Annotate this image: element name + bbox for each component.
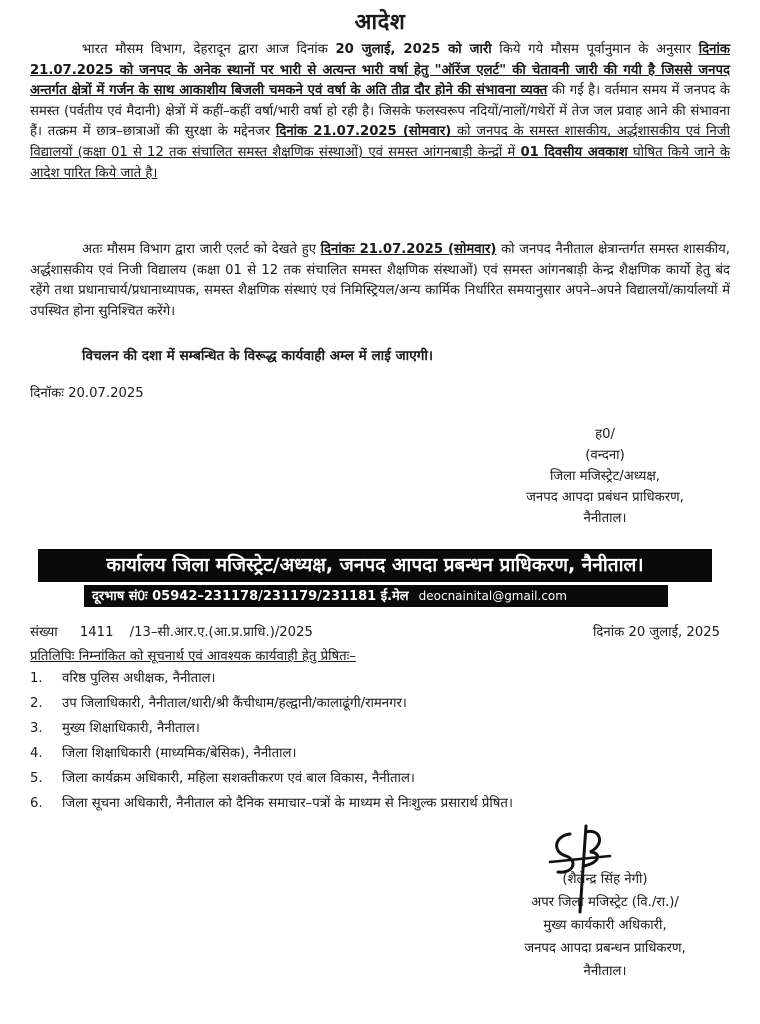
signatory-signed: ह0/ <box>595 427 615 442</box>
list-item <box>30 741 730 766</box>
p1-alert-statement: दिनांक 21.07.2025 को जनपद के अनेक स्थानों पर भारी से अत्यन्त भारी वर्षा हेतु "ऑरेंज एलर्ट" की चेतावनी जारी की गयी है जिससे जनपद अन्तर्गत क्षेत्रों में गर्जन के साथ आकाशीय बिजली चमकने एवं वर्षा के अति तीव्र दौर होने की संभावना व्यक्त <box>30 42 730 99</box>
list-item <box>30 666 730 691</box>
p1-holiday-date: दिनांक 21.07.2025 (सोमवार) <box>275 124 452 140</box>
memo-number: 1411 <box>79 625 114 640</box>
recipient-text: जिला कार्यक्रम अधिकारी, महिला सशक्तीकरण एवं बाल विकास, नैनीताल। <box>62 771 415 786</box>
memo-reference-line <box>30 622 720 640</box>
signatory-authority: जनपद आपदा प्रबंधन प्राधिकरण, <box>526 490 684 505</box>
recipient-number: 5. <box>30 771 43 786</box>
memo-copy-text: निम्नांकित को सूचनार्थ एवं आवश्यक कार्यवाही हेतु प्रेषितः– <box>74 649 356 664</box>
order-warning-text: विचलन की दशा में सम्बन्धित के विरूद्ध कार्यवाही अम्ल में लाई जाएगी। <box>82 348 434 364</box>
p1-text-g: को जनपद के समस्त शासकीय, अर्द्धशासकीय एवं निजी विद्यालयों (कक्षा 01 से 12 तक संचालित समस्त शैक्षणिक संस्थाओं) एवं समस्त आंगनबाड़ी केन्द्रों में <box>30 124 730 160</box>
memo-copy-line <box>30 646 356 664</box>
memo-signatory-authority: जनपद आपदा प्रबन्धन प्राधिकरण, <box>524 941 686 956</box>
recipient-number: 6. <box>30 796 43 811</box>
memo-signatory-role: मुख्य कार्यकारी अधिकारी, <box>543 918 667 933</box>
office-email: deocnainital@gmail.com <box>418 589 567 603</box>
memo-signatory <box>470 868 740 983</box>
office-banner: कार्यालय जिला मजिस्ट्रेट/अध्यक्ष, जनपद आपदा प्रबन्धन प्राधिकरण, नैनीताल। <box>38 549 712 582</box>
signatory-place: नैनीताल। <box>583 511 627 526</box>
list-item <box>30 691 730 716</box>
p1-text-a: भारत मौसम विभाग, देहरादून द्वारा आज दिनांक <box>82 42 336 57</box>
signatory-name: (वन्दना) <box>585 448 625 463</box>
list-item <box>30 766 730 791</box>
p1-text-c: किये गये मौसम पूर्वानुमान के अनुसार <box>491 42 699 57</box>
p1-text-e: की गई है। वर्तमान समय में जनपद के समस्त (पर्वतीय एवं मैदानी) क्षेत्रों में कहीं–कहीं वर्षा/भारी वर्षा हो रही है। जिसके फलस्वरूप नदियों/नालों/गधेरों में तेज जल प्रवाह आने की संभावना हैं। तत्क्रम में छात्र–छात्राओं की सुरक्षा के मद्देनजर <box>30 83 730 140</box>
p1-issue-date: 20 जुलाई, 2025 को जारी <box>335 42 492 57</box>
recipient-number: 2. <box>30 696 43 711</box>
list-item <box>30 791 730 816</box>
recipient-text: उप जिलाधिकारी, नैनीताल/धारी/श्री कैंचीधाम/हल्द्वानी/कालाढूंगी/रामनगर। <box>62 696 407 711</box>
p1-holiday-duration: 01 दिवसीय अवकाश <box>520 144 628 160</box>
memo-number-label: संख्या <box>30 625 58 640</box>
p2-text-c: को जनपद नैनीताल क्षेत्रान्तर्गत समस्त शासकीय, अर्द्धशासकीय एवं निजी विद्यालय (कक्षा 01 से 12 तक संचालित समस्त शैक्षणिक संस्थाओं) एवं समस्त आंगनबाड़ी केन्द्र शैक्षणिक कार्यो हेतु बंद रहेंगे तथा प्रधानाचार्य/प्रधानाध्यापक, समस्त शैक्षणिक संस्थाएं एवं निमिस्ट्रियल/अन्य कार्मिक निर्धारित समयानुसार अपने–अपने विद्यालयों/कार्यालयों में उपस्थित होना सुनिश्चित करेंगे। <box>30 242 730 319</box>
memo-date: दिनांक 20 जुलाई, 2025 <box>592 625 720 640</box>
order-paragraph-1 <box>30 40 730 184</box>
recipient-list <box>30 666 730 816</box>
order-title: आदेश <box>354 10 406 35</box>
p2-closure-date: दिनांकः 21.07.2025 (सोमवार) <box>320 242 497 257</box>
order-date: दिनॉकः 20.07.2025 <box>30 386 144 401</box>
recipient-number: 4. <box>30 746 43 761</box>
order-signatory <box>470 424 740 529</box>
recipient-text: जिला सूचना अधिकारी, नैनीताल को दैनिक समाचार–पत्रों के माध्यम से निःशुल्क प्रसारार्थ प्रेषित। <box>62 796 513 811</box>
memo-copy-label: प्रतिलिपिः <box>30 649 75 664</box>
office-contact-bar <box>84 585 668 607</box>
order-paragraph-2 <box>30 240 730 322</box>
order-warning <box>30 346 730 367</box>
recipient-text: वरिष्ठ पुलिस अधीक्षक, नैनीताल। <box>62 671 216 686</box>
memo-reference: /13–सी.आर.ए.(आ.प्र.प्राधि.)/2025 <box>129 625 313 640</box>
recipient-number: 3. <box>30 721 43 736</box>
office-phone: दूरभाष सं0ः 05942–231178/231179/231181 ई.मेल <box>92 589 409 604</box>
recipient-number: 1. <box>30 671 43 686</box>
p1-text-i: घोषित किये जाने के आदेश पारित किये जाते है। <box>30 144 731 181</box>
signatory-designation: जिला मजिस्ट्रेट/अध्यक्ष, <box>549 469 661 484</box>
memo-signatory-place: नैनीताल। <box>583 964 627 979</box>
memo-signatory-name: (शैलेन्द्र सिंह नेगी) <box>562 872 648 887</box>
recipient-text: मुख्य शिक्षाधिकारी, नैनीताल। <box>62 721 200 736</box>
memo-signatory-designation: अपर जिला मजिस्ट्रेट (वि./रा.)/ <box>531 895 679 910</box>
list-item <box>30 716 730 741</box>
p2-text-a: अतः मौसम विभाग द्वारा जारी एलर्ट को देखते हुए <box>82 242 321 257</box>
recipient-text: जिला शिक्षाधिकारी (माध्यमिक/बेसिक), नैनीताल। <box>62 746 297 761</box>
